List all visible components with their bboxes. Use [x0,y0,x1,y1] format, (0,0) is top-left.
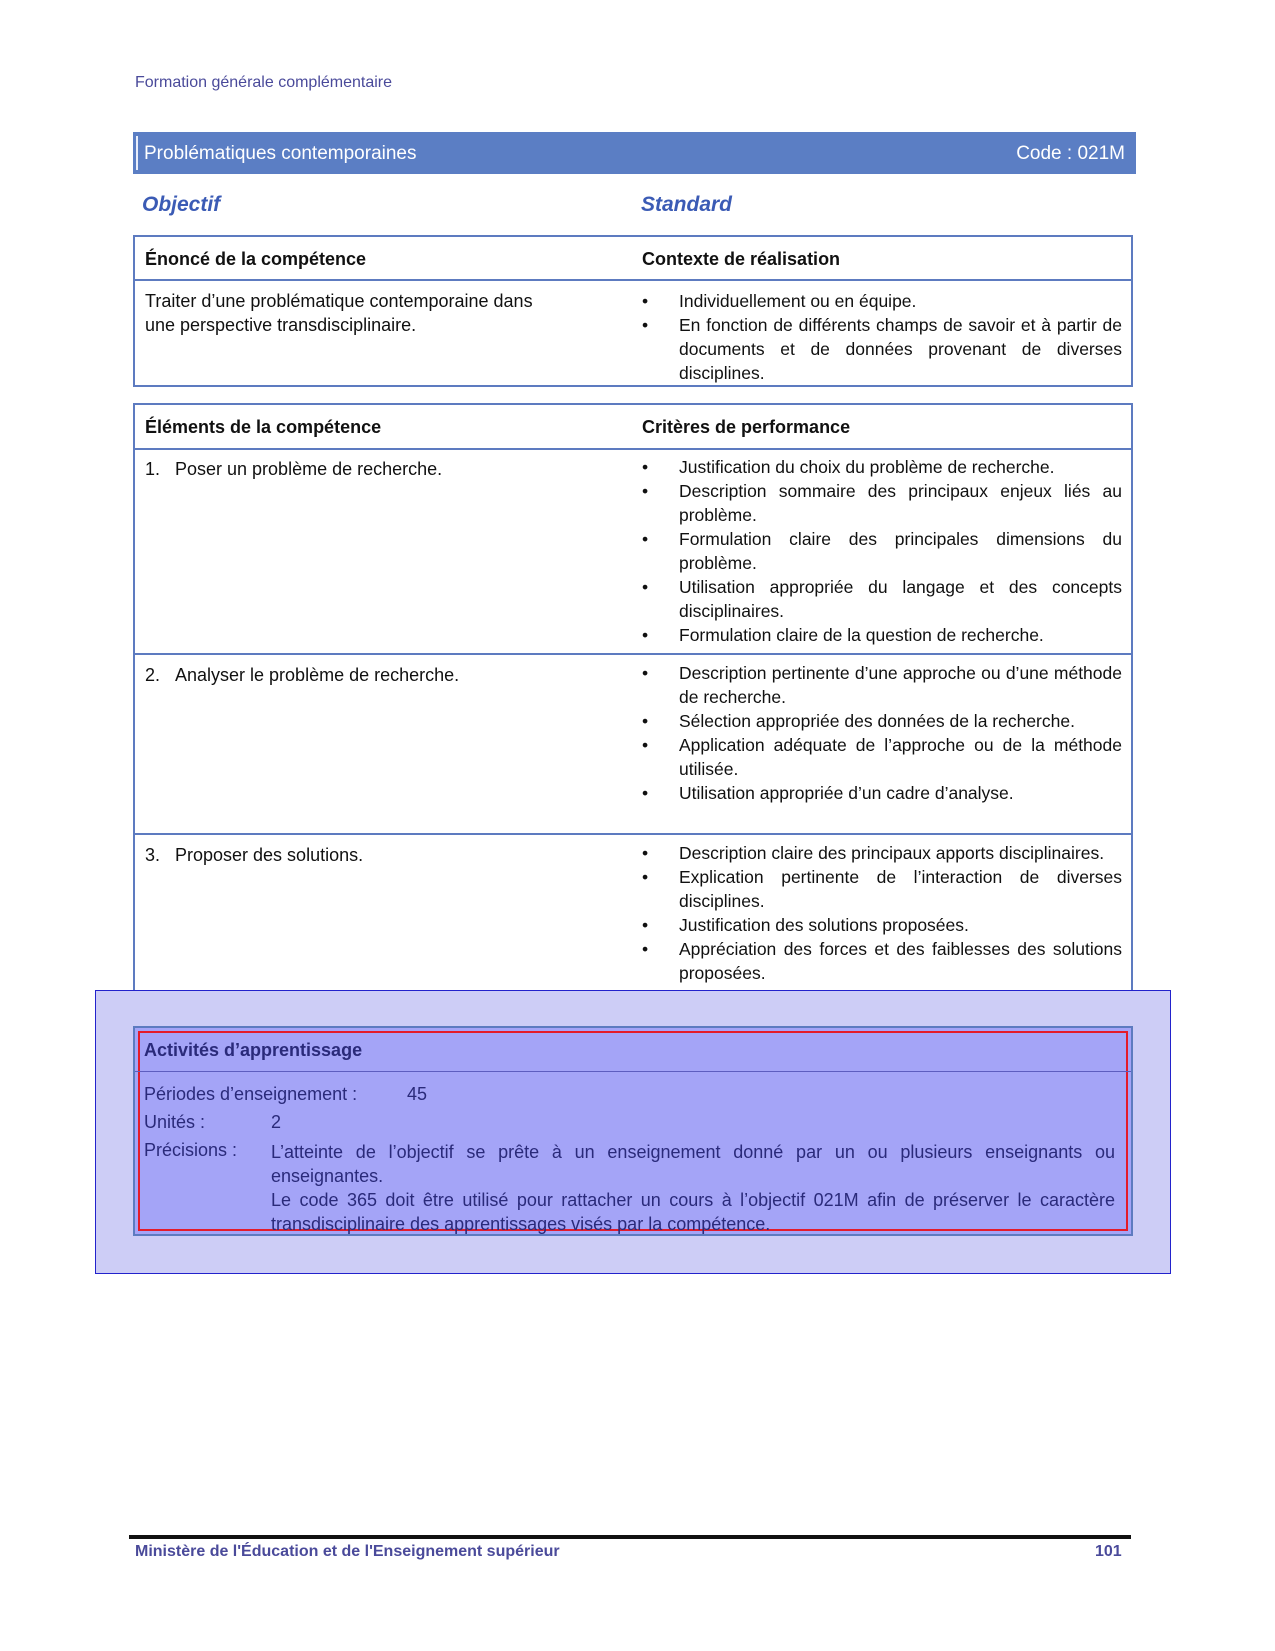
elements-table-header [135,405,1131,450]
precisions-paragraph-1: L’atteinte de l’objectif se prête à un enseignement donné par un ou plusieurs enseignants ou enseignantes. [271,1142,1115,1186]
activites-title: Activités d’apprentissage [144,1040,363,1060]
contexte-header: Contexte de réalisation [642,249,841,269]
competence-table [133,235,1133,387]
criteria-list-3 [642,841,1122,985]
footer-ministry: Ministère de l'Éducation et de l'Enseignement supérieur [135,1543,560,1560]
unites-value: 2 [271,1112,282,1132]
periodes-label: Périodes d’enseignement : [144,1084,358,1104]
course-code: Code : 021M [1016,143,1125,164]
element-label: Poser un problème de recherche. [175,459,443,479]
element-1 [145,457,442,481]
running-header: Formation générale complémentaire [135,74,393,91]
element-number: 3. [145,845,161,865]
criterion: • Application adéquate de l’approche ou de la méthode utilisée. [642,733,1122,781]
enonce-line-1: Traiter d’une problématique contemporaine dans [145,291,533,311]
enonce-line-2: une perspective transdisciplinaire. [145,315,417,335]
footer-rule [129,1535,1131,1539]
criteria-list-2 [642,661,1122,805]
element-3 [145,843,363,867]
criterion: • Sélection appropriée des données de la recherche. [642,709,1122,733]
elements-table [133,403,1133,1013]
course-title: Problématiques contemporaines [144,143,417,164]
criterion: • Description pertinente d’une approche ou d’une méthode de recherche. [642,661,1122,709]
page-number: 101 [1095,1543,1122,1560]
precisions-text [271,1140,1115,1236]
contexte-item: • En fonction de différents champs de savoir et à partir de documents et de données provenant de diverses disciplines. [642,313,1122,385]
criterion: • Justification des solutions proposées. [642,913,1122,937]
precisions-label: Précisions : [144,1140,238,1160]
contexte-item: • Individuellement ou en équipe. [642,289,1122,313]
criterion: • Utilisation appropriée du langage et des concepts disciplinaires. [642,575,1122,623]
criteria-list-1 [642,455,1122,647]
criterion: • Justification du choix du problème de recherche. [642,455,1122,479]
activites-box [133,1026,1133,1236]
criterion: • Description sommaire des principaux enjeux liés au problème. [642,479,1122,527]
criterion: • Appréciation des forces et des faiblesses des solutions proposées. [642,937,1122,985]
periodes-value: 45 [407,1084,428,1104]
competence-table-header [135,237,1131,281]
contexte-list [642,289,1122,385]
criterion: • Utilisation appropriée d’un cadre d’analyse. [642,781,1122,805]
criteres-header: Critères de performance [642,417,851,437]
title-bar [133,132,1136,174]
criterion: • Formulation claire des principales dimensions du problème. [642,527,1122,575]
enonce-header: Énoncé de la compétence [145,249,367,269]
row-separator [135,653,1131,655]
precisions-paragraph-2: Le code 365 doit être utilisé pour rattacher un cours à l’objectif 021M afin de préserver le caractère transdisciplinaire des apprentissages visés par la compétence. [271,1190,1115,1234]
element-label: Proposer des solutions. [175,845,364,865]
activites-separator [135,1071,1131,1072]
element-number: 1. [145,459,161,479]
element-label: Analyser le problème de recherche. [175,665,460,685]
element-2 [145,663,459,687]
criterion: • Formulation claire de la question de recherche. [642,623,1122,647]
elements-header: Éléments de la compétence [145,417,382,437]
enonce-text [145,289,533,337]
criterion: • Description claire des principaux apports disciplinaires. [642,841,1122,865]
heading-objectif: Objectif [142,193,221,216]
criterion: • Explication pertinente de l’interaction de diverses disciplines. [642,865,1122,913]
element-number: 2. [145,665,161,685]
row-separator [135,833,1131,835]
unites-label: Unités : [144,1112,206,1132]
title-bar-stripe [136,136,138,170]
heading-standard: Standard [641,193,733,216]
